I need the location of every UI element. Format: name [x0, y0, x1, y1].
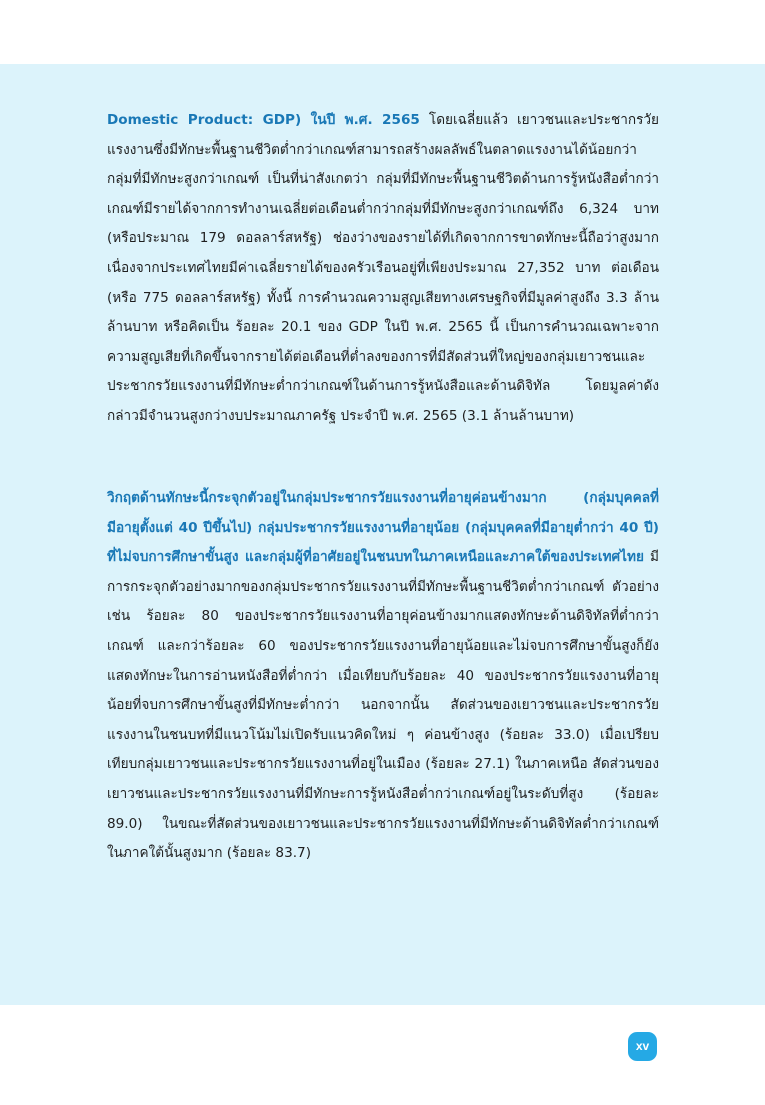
paragraph-2-body: มีการกระจุกตัวอย่างมากของกลุ่มประชากรวัยแรงงานที่มีทักษะพื้นฐานชีวิตต่ำกว่าเกณฑ์ ตัวอย่างเช่น ร้อยละ 80 ของประชากรวัยแรงงานที่อายุค่อนข้างมากแสดงทักษะด้านดิจิทัลที่ต่ำกว่าเกณฑ์ และกว่าร้อยละ 60 ของประชากรวัยแรงงานที่อายุน้อยและไม่จบการศึกษาขั้นสูงก็ยังแสดงทักษะในการอ่านหนังสือที่ต่ำกว่า เมื่อเทียบกับร้อยละ 40 ของประชากรวัยแรงงานที่อายุน้อยที่จบการศึกษาขั้นสูงที่มีทักษะต่ำกว่า นอกจากนั้น สัดส่วนของเยาวชนและประชากรวัยแรงงานในชนบทที่มีแนวโน้มไม่เปิดรับแนวคิดใหม่ ๆ ค่อนข้างสูง (ร้อยละ 33.0) เมื่อเปรียบเทียบกลุ่มเยาวชนและประชากรวัยแรงงานที่อยู่ในเมือง (ร้อยละ 27.1) ในภาคเหนือ สัดส่วนของเยาวชนและประชากรวัยแรงงานที่มีทักษะการรู้หนังสือต่ำกว่าเกณฑ์อยู่ในระดับที่สูง (ร้อยละ 89.0) ในขณะที่สัดส่วนของเยาวชนและประชากรวัยแรงงานที่มีทักษะด้านดิจิทัลต่ำกว่าเกณฑ์ในภาคใต้นั้นสูงมาก (ร้อยละ 83.7) — [107, 549, 659, 862]
paragraph-1-lead: Domestic Product: GDP) ในปี พ.ศ. 2565 — [107, 112, 420, 128]
paragraph-2-lead: วิกฤตด้านทักษะนี้กระจุกตัวอยู่ในกลุ่มประชากรวัยแรงงานที่อายุค่อนข้างมาก (กลุ่มบุคคลที่มีอายุตั้งแต่ 40 ปีขึ้นไป) กลุ่มประชากรวัยแรงงานที่อายุน้อย (กลุ่มบุคคลที่มีอายุต่ำกว่า 40 ปี) ที่ไม่จบการศึกษาขั้นสูง และกลุ่มผู้ที่อาศัยอยู่ในชนบทในภาคเหนือและภาคใต้ของประเทศไทย — [107, 490, 659, 566]
paragraph-1-body: โดยเฉลี่ยแล้ว เยาวชนและประชากรวัยแรงงานซึ่งมีทักษะพื้นฐานชีวิตต่ำกว่าเกณฑ์สามารถสร้างผลลัพธ์ในตลาดแรงงานได้น้อยกว่ากลุ่มที่มีทักษะสูงกว่าเกณฑ์ เป็นที่น่าสังเกตว่า กลุ่มที่มีทักษะพื้นฐานชีวิตด้านการรู้หนังสือต่ำกว่าเกณฑ์มีรายได้จากการทำงานเฉลี่ยต่อเดือนต่ำกว่ากลุ่มที่มีทักษะสูงกว่าเกณฑ์ถึง 6,324 บาท (หรือประมาณ 179 ดอลลาร์สหรัฐ) ช่องว่างของรายได้ที่เกิดจากการขาดทักษะนี้ถือว่าสูงมาก เนื่องจากประเทศไทยมีค่าเฉลี่ยรายได้ของครัวเรือนอยู่ที่เพียงประมาณ 27,352 บาท ต่อเดือน (หรือ 775 ดอลลาร์สหรัฐ) ทั้งนี้ การคำนวณความสูญเสียทางเศรษฐกิจที่มีมูลค่าสูงถึง 3.3 ล้านล้านบาท หรือคิดเป็น ร้อยละ 20.1 ของ GDP ในปี พ.ศ. 2565 นี้ เป็นการคำนวณเฉพาะจากความสูญเสียที่เกิดขึ้นจากรายได้ต่อเดือนที่ต่ำลงของการที่มีสัดส่วนที่ใหญ่ของกลุ่มเยาวชนและประชากรวัยแรงงานที่มีทักษะต่ำกว่าเกณฑ์ในด้านการรู้หนังสือและด้านดิจิทัล โดยมูลค่าดังกล่าวมีจำนวนสูงกว่างบประมาณภาครัฐ ประจำปี พ.ศ. 2565 (3.1 ล้านล้านบาท) — [107, 112, 659, 424]
body-paragraph-2 — [107, 484, 659, 869]
body-paragraph-1 — [107, 106, 659, 432]
page-number-badge: xv — [628, 1032, 657, 1061]
